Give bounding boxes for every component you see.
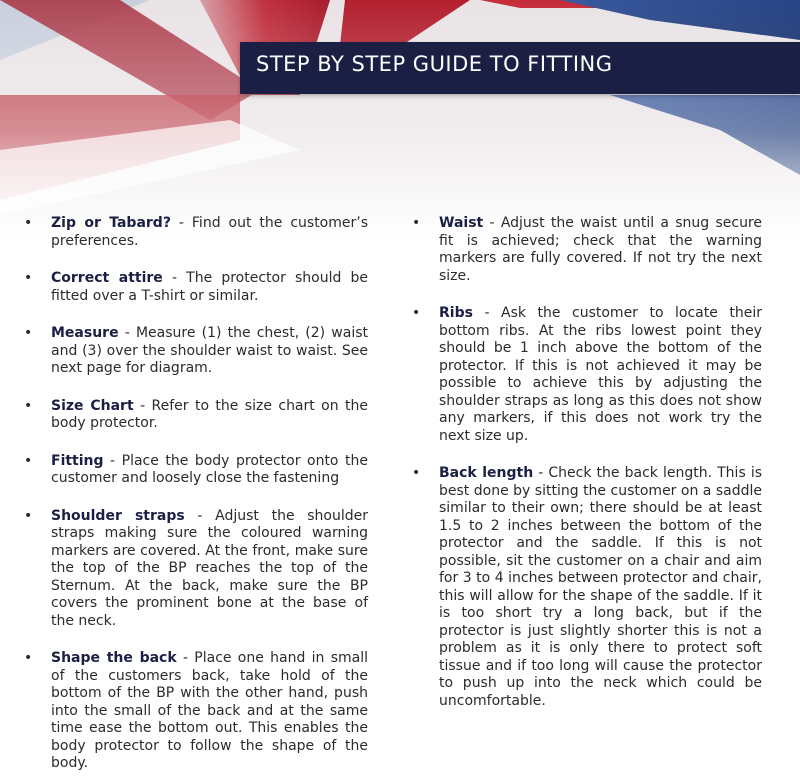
- item-term: Zip or Tabard?: [51, 215, 171, 231]
- item-text: - Place one hand in small of the customers back, take hold of the bottom of the BP with the other hand, push into the small of the back and at the same time ease the bottom out. This enables the body protector to follow the shape of the body.: [51, 650, 368, 771]
- guide-item-zip-or-tabard: [24, 215, 368, 250]
- item-term: Ribs: [439, 305, 473, 321]
- left-guide-list: [24, 215, 368, 778]
- item-term: Fitting: [51, 452, 104, 469]
- guide-item-shoulder-straps: [24, 508, 368, 631]
- page-title: STEP BY STEP GUIDE TO FITTING: [256, 52, 613, 76]
- guide-item-ribs: [412, 305, 762, 445]
- item-term: Shoulder straps: [51, 507, 185, 524]
- bullet-icon: •: [24, 215, 33, 231]
- item-term: Shape the back: [51, 650, 177, 666]
- item-text: - The protector should be fitted over a T-shirt or similar.: [51, 270, 369, 304]
- item-term: Correct attire: [51, 270, 163, 286]
- bullet-icon: •: [24, 325, 33, 341]
- item-text: - Ask the customer to locate their bottom ribs. At the ribs lowest point they should be 1 inch above the bottom of the protector. If this is not achieved it may be possible to achieve this by adjusting the shoulder straps as long as this does not show any markers, if this does not work try the next size up.: [439, 305, 762, 444]
- guide-item-measure: [24, 325, 368, 378]
- guide-item-fitting: [24, 453, 368, 488]
- bullet-icon: •: [24, 270, 33, 286]
- guide-item-waist: [412, 215, 762, 285]
- item-text: - Refer to the size chart on the body protector.: [51, 397, 368, 431]
- right-guide-list: [412, 215, 762, 730]
- item-term: Measure: [51, 325, 119, 341]
- item-text: - Find out the customer’s preferences.: [51, 215, 369, 249]
- bullet-icon: •: [24, 650, 33, 666]
- bullet-icon: •: [24, 452, 33, 469]
- item-term: Back length: [439, 465, 534, 481]
- item-text: - Adjust the shoulder straps making sure the coloured warning markers are covered. At the front, make sure the top of the BP reaches the top of the Sternum. At the back, make sure the BP covers the prominent bone at the base of the neck.: [51, 507, 368, 629]
- bullet-icon: •: [412, 465, 421, 481]
- guide-item-back-length: [412, 465, 762, 710]
- guide-item-size-chart: [24, 398, 368, 433]
- bullet-icon: •: [412, 215, 421, 231]
- bullet-icon: •: [24, 507, 33, 524]
- bullet-icon: •: [24, 397, 33, 414]
- guide-item-correct-attire: [24, 270, 368, 305]
- item-text: - Adjust the waist until a snug secure fit is achieved; check that the warning markers are fully covered. If not try the next size.: [439, 215, 762, 284]
- item-text: - Check the back length. This is best done by sitting the customer on a saddle similar to their own; there should be at least 1.5 to 2 inches between the bottom of the protector and the saddle. If this is not possible, sit the customer on a chair and aim for 3 to 4 inches between protector and chair, this will allow for the shape of the saddle. If it is too short try a long back, but if the protector is just slightly shorter this is not a problem as it is only there to protect soft tissue and if too long will cause the protector to push up into the neck which could be uncomfortable.: [439, 465, 762, 709]
- bullet-icon: •: [412, 305, 421, 321]
- guide-item-shape-the-back: [24, 650, 368, 773]
- item-text: - Measure (1) the chest, (2) waist and (3) over the shoulder waist to waist. See next page for diagram.: [51, 325, 368, 376]
- title-banner: [240, 42, 800, 94]
- union-flag-background: [0, 0, 800, 240]
- item-term: Waist: [439, 215, 484, 231]
- item-term: Size Chart: [51, 397, 134, 414]
- item-text: - Place the body protector onto the customer and loosely close the fastening: [51, 452, 368, 486]
- flag-fade: [0, 0, 800, 240]
